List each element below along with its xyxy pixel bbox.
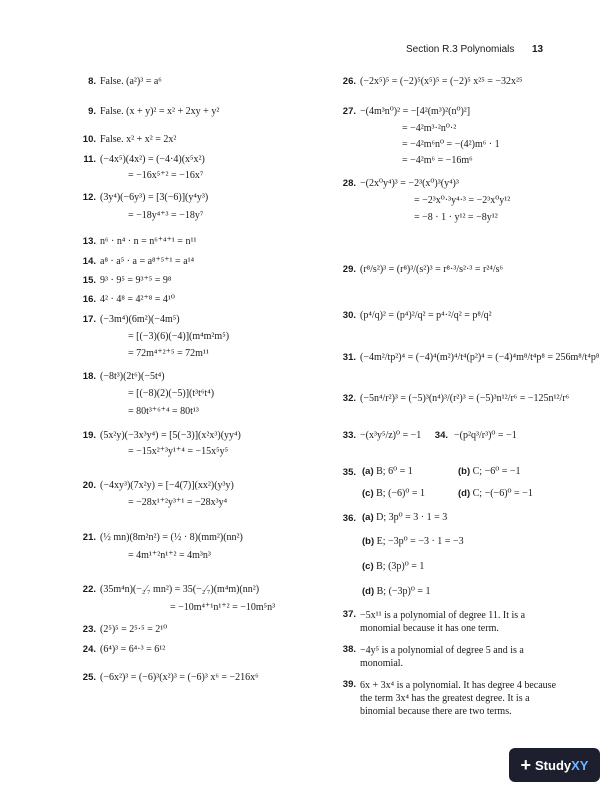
exercise-35b: (b) C; −6⁰ = −1: [458, 466, 521, 477]
exercise-36d: (d) B; (−3p)⁰ = 1: [362, 586, 431, 597]
page-header: [0, 44, 612, 60]
logo-text-study: Study: [535, 758, 572, 773]
exercise-35c: (c) B; (−6)⁰ = 1: [362, 488, 426, 499]
logo-text-xy: XY: [571, 758, 589, 773]
exercise-36a: (a) D; 3p⁰ = 3 · 1 = 3: [362, 512, 448, 523]
exercise-36c: (c) B; (3p)⁰ = 1: [362, 561, 425, 572]
exercise-35a: (a) B; 6⁰ = 1: [362, 466, 413, 477]
exercise-35d: (d) C; −(−6)⁰ = −1: [458, 488, 533, 499]
page-number: 13: [532, 44, 544, 55]
section-title: Section R.3 Polynomials: [406, 44, 515, 55]
plus-icon: +: [520, 755, 532, 775]
studyxy-logo: [509, 748, 600, 782]
exercise-36b: (b) E; −3p⁰ = −3 · 1 = −3: [362, 536, 464, 547]
